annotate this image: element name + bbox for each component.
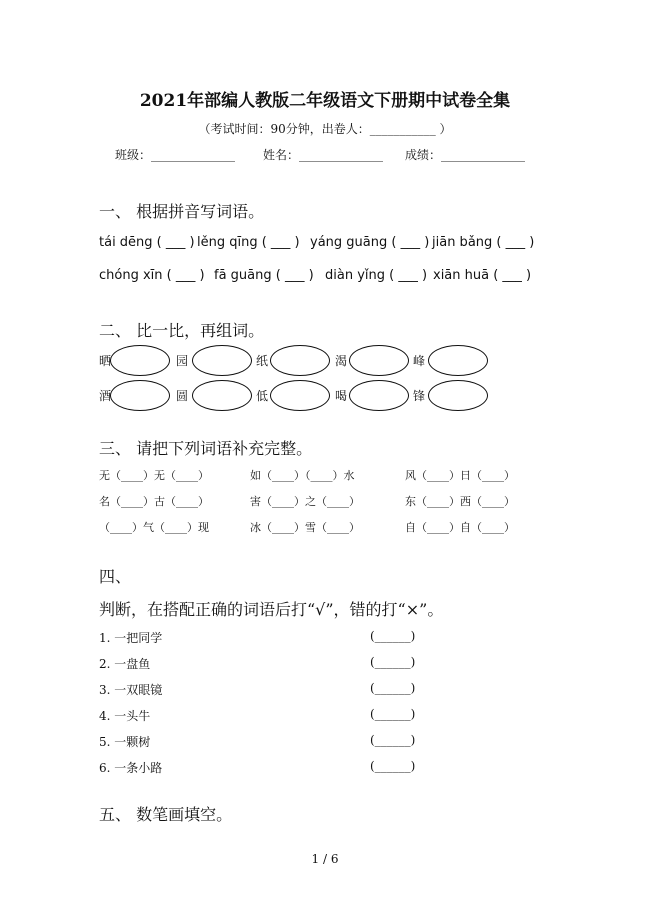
pinyin-item[interactable]: fā guāng ( ___ ) [214, 268, 314, 283]
compare-char: 渴 [335, 354, 348, 368]
judge-item: 5. 一颗树 [99, 735, 151, 749]
judge-item: 2. 一盘鱼 [99, 657, 151, 671]
idiom-item[interactable]: 东（____）西（____） [405, 495, 515, 508]
answer-blank[interactable]: (______) [370, 681, 416, 695]
idiom-item[interactable]: 无（____）无（____） [99, 469, 209, 482]
pinyin-item[interactable]: yáng guāng ( ___ ) [310, 235, 430, 250]
answer-blank[interactable]: (______) [370, 629, 416, 643]
answer-blank[interactable]: (______) [370, 733, 416, 747]
compare-char: 锋 [413, 389, 426, 403]
answer-oval[interactable] [192, 380, 252, 411]
idiom-item[interactable]: 风（____）日（____） [405, 469, 515, 482]
judge-item: 1. 一把同学 [99, 631, 163, 645]
idiom-item[interactable]: 名（____）古（____） [99, 495, 209, 508]
answer-blank[interactable]: (______) [370, 759, 416, 773]
answer-oval[interactable] [428, 380, 488, 411]
answer-oval[interactable] [428, 345, 488, 376]
judge-item: 4. 一头牛 [99, 709, 151, 723]
judge-item: 6. 一条小路 [99, 761, 163, 775]
compare-char: 酒 [99, 389, 112, 403]
idiom-item[interactable]: 自（____）自（____） [405, 521, 515, 534]
answer-blank[interactable]: (______) [370, 707, 416, 721]
pinyin-item[interactable]: jiān bǎng ( ___ ) [432, 235, 535, 250]
exam-info: （考试时间：90分钟，出卷人：___________ ） [198, 122, 452, 136]
compare-char: 晒 [99, 354, 112, 368]
section3-heading: 三、 请把下列词语补充完整。 [99, 439, 313, 458]
answer-oval[interactable] [349, 345, 409, 376]
idiom-item[interactable]: 如（____）（____）水 [250, 469, 355, 482]
pinyin-item[interactable]: diàn yǐng ( ___ ) [325, 268, 428, 283]
idiom-item[interactable]: 冰（____）雪（____） [250, 521, 360, 534]
answer-oval[interactable] [192, 345, 252, 376]
section5-heading: 五、 数笔画填空。 [99, 805, 233, 824]
answer-blank[interactable]: (______) [370, 655, 416, 669]
answer-oval[interactable] [270, 345, 330, 376]
compare-char: 峰 [413, 354, 426, 368]
section4-instruction: 判断，在搭配正确的词语后打“√”，错的打“×”。 [99, 600, 444, 619]
compare-char: 喝 [335, 389, 348, 403]
answer-oval[interactable] [270, 380, 330, 411]
pinyin-item[interactable]: tái dēng ( ___ ) [99, 235, 195, 250]
page-title: 2021年部编人教版二年级语文下册期中试卷全集 [139, 91, 511, 111]
answer-oval[interactable] [349, 380, 409, 411]
compare-char: 纸 [256, 354, 269, 368]
answer-oval[interactable] [110, 380, 170, 411]
idiom-item[interactable]: 害（____）之（____） [250, 495, 360, 508]
section2-heading: 二、 比一比，再组词。 [99, 321, 265, 340]
compare-char: 园 [176, 354, 189, 368]
class-field[interactable]: 班级：______________ [115, 148, 236, 162]
pinyin-item[interactable]: chóng xīn ( ___ ) [99, 268, 205, 283]
compare-char: 圆 [176, 389, 189, 403]
answer-oval[interactable] [110, 345, 170, 376]
pinyin-item[interactable]: lěng qīng ( ___ ) [197, 235, 300, 250]
judge-item: 3. 一双眼镜 [99, 683, 163, 697]
score-field[interactable]: 成绩：______________ [405, 148, 526, 162]
section1-heading: 一、 根据拼音写词语。 [99, 202, 265, 221]
name-field[interactable]: 姓名：______________ [263, 148, 384, 162]
idiom-item[interactable]: （____）气（____）现 [99, 521, 209, 534]
pinyin-item[interactable]: xiān huā ( ___ ) [433, 268, 532, 283]
page-number: 1 / 6 [311, 852, 339, 866]
compare-char: 低 [256, 389, 269, 403]
section4-heading: 四、 [99, 567, 132, 586]
